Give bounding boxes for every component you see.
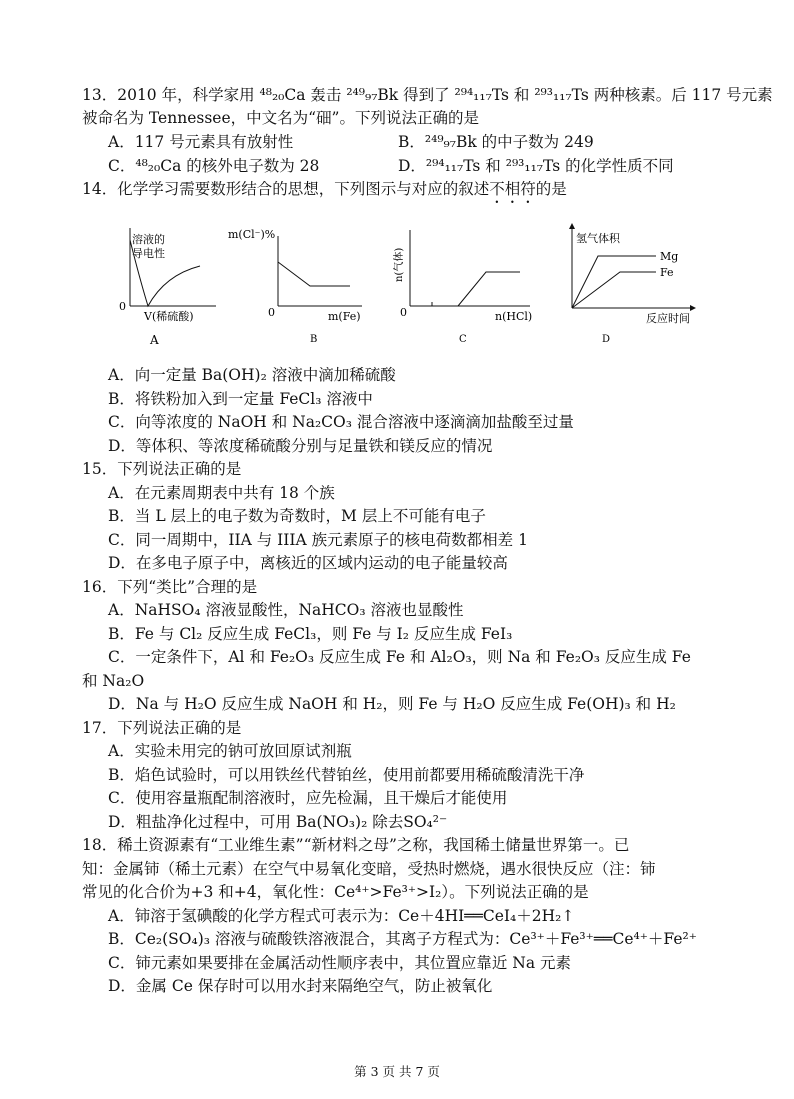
q14-graphs xyxy=(110,220,710,350)
q14-option-c: C．向等浓度的 NaOH 和 Na₂CO₃ 混合溶液中逐滴滴加盐酸至过量 xyxy=(108,413,574,431)
q15-option-d: D．在多电子原子中，离核近的区域内运动的电子能量较高 xyxy=(108,554,508,572)
graph-d-series-mg: Mg xyxy=(660,250,679,263)
q16-option-c-line1: C．一定条件下，Al 和 Fe₂O₃ 反应生成 Fe 和 Al₂O₃，则 Na 和 Fe₂O₃ 反应生成 Fe xyxy=(108,648,691,666)
q16-option-d: D．Na 与 H₂O 反应生成 NaOH 和 H₂，则 Fe 与 H₂O 反应生成 Fe(OH)₃ 和 H₂ xyxy=(108,695,676,713)
graph-d xyxy=(572,224,695,345)
q13-stem-line2: 被命名为 Tennessee，中文名为“鿬”。下列说法正确的是 xyxy=(82,109,479,127)
graph-c-xlabel: n(HCl) xyxy=(495,310,533,323)
q18-option-a: A．铈溶于氢碘酸的化学方程式可表示为：Ce＋4HI══CeI₄＋2H₂↑ xyxy=(108,907,575,925)
graph-d-xlabel: 反应时间 xyxy=(646,312,690,325)
graph-a-ylabel2: 导电性 xyxy=(132,247,165,260)
q13-option-d: D．²⁹⁴₁₁₇Ts 和 ²⁹³₁₁₇Ts 的化学性质不同 xyxy=(398,157,674,175)
q16-stem: 16．下列“类比”合理的是 xyxy=(82,578,258,596)
graph-c xyxy=(392,230,532,345)
q16-option-c-line2: 和 Na₂O xyxy=(82,672,145,690)
graph-c-tag: C xyxy=(459,334,467,345)
q13-option-b: B．²⁴⁹₉₇Bk 的中子数为 249 xyxy=(398,133,594,151)
graph-b-origin: 0 xyxy=(268,306,275,319)
q17-option-a: A．实验未用完的钠可放回原试剂瓶 xyxy=(108,742,352,760)
q13-stem-line1: 13．2010 年，科学家用 ⁴⁸₂₀Ca 轰击 ²⁴⁹₉₇Bk 得到了 ²⁹⁴₁₁₇Ts 和 ²⁹³₁₁₇Ts 两种核素。后 117 号元素 xyxy=(82,86,773,104)
q18-stem-line2: 知：金属铈（稀土元素）在空气中易氧化变暗，受热时燃烧，遇水很快反应（注：铈 xyxy=(82,860,656,878)
q16-option-b: B．Fe 与 Cl₂ 反应生成 FeCl₃，则 Fe 与 I₂ 反应生成 FeI₃ xyxy=(108,625,513,643)
q18-option-b: B．Ce₂(SO₄)₃ 溶液与硫酸铁溶液混合，其离子方程式为：Ce³⁺＋Fe³⁺══Ce⁴⁺＋Fe²⁺ xyxy=(108,930,697,948)
q13-option-c: C．⁴⁸₂₀Ca 的核外电子数为 28 xyxy=(108,157,320,175)
graph-d-mg-line xyxy=(572,256,656,308)
q14-stem-emphasis: 不相符 xyxy=(489,180,536,198)
graph-c-ylabel: n(气体) xyxy=(394,247,405,282)
graph-d-series-fe: Fe xyxy=(660,266,674,279)
graph-d-tag: D xyxy=(602,334,611,345)
q18-option-d: D．金属 Ce 保存时可以用水封来隔绝空气，防止被氧化 xyxy=(108,977,493,995)
graph-b-xlabel: m(Fe) xyxy=(328,310,361,323)
q17-stem: 17．下列说法正确的是 xyxy=(82,719,242,737)
graph-d-fe-line xyxy=(572,272,656,308)
page-footer: 第 3 页 共 7 页 xyxy=(354,1064,440,1079)
q18-stem-line1: 18．稀土资源素有“工业维生素”“新材料之母”之称，我国稀土储量世界第一。已 xyxy=(82,836,630,854)
q15-stem: 15．下列说法正确的是 xyxy=(82,460,242,478)
graph-b xyxy=(228,228,362,345)
q14-option-a: A．向一定量 Ba(OH)₂ 溶液中滴加稀硫酸 xyxy=(108,366,396,384)
q13-option-a: A．117 号元素具有放射性 xyxy=(108,133,294,151)
graph-a-origin: 0 xyxy=(119,300,126,313)
graph-a-tag: A xyxy=(150,333,159,347)
graph-b-line xyxy=(278,262,350,286)
q15-option-b: B．当 L 层上的电子数为奇数时，M 层上不可能有电子 xyxy=(108,507,486,525)
graph-a xyxy=(119,228,216,347)
graph-c-origin: 0 xyxy=(400,306,407,319)
q17-option-b: B．焰色试验时，可以用铁丝代替铂丝，使用前都要用稀硫酸清洗干净 xyxy=(108,766,585,784)
q18-option-c: C．铈元素如果要排在金属活动性顺序表中，其位置应靠近 Na 元素 xyxy=(108,954,572,972)
q16-option-a: A．NaHSO₄ 溶液显酸性，NaHCO₃ 溶液也显酸性 xyxy=(108,601,464,619)
q18-stem-line3: 常见的化合价为+3 和+4，氧化性：Ce⁴⁺>Fe³⁺>I₂）。下列说法正确的是 xyxy=(82,883,589,901)
graph-b-tag: B xyxy=(310,334,318,345)
q14-stem-part1: 14．化学学习需要数形结合的思想，下列图示与对应的叙述 xyxy=(82,180,490,198)
q14-stem xyxy=(82,178,567,207)
q17-option-d: D．粗盐净化过程中，可用 Ba(NO₃)₂ 除去SO₄²⁻ xyxy=(108,813,448,831)
q17-option-c: C．使用容量瓶配制溶液时，应先检漏，且干燥后才能使用 xyxy=(108,789,508,807)
graph-a-ylabel1: 溶液的 xyxy=(132,233,165,246)
q15-option-c: C．同一周期中，IIA 与 IIIA 族元素原子的核电荷数都相差 1 xyxy=(108,531,528,549)
q14-stem-part2: 的是 xyxy=(535,180,567,198)
q14-option-d: D．等体积、等浓度稀硫酸分别与足量铁和镁反应的情况 xyxy=(108,437,493,455)
graph-c-line xyxy=(458,272,520,306)
q15-option-a: A．在元素周期表中共有 18 个族 xyxy=(108,484,335,502)
graph-b-ylabel: m(Cl⁻)% xyxy=(228,228,276,241)
q14-option-b: B．将铁粉加入到一定量 FeCl₃ 溶液中 xyxy=(108,390,373,408)
graph-d-ylabel: 氢气体积 xyxy=(576,232,620,245)
graph-a-xlabel: V(稀硫酸) xyxy=(144,310,194,323)
